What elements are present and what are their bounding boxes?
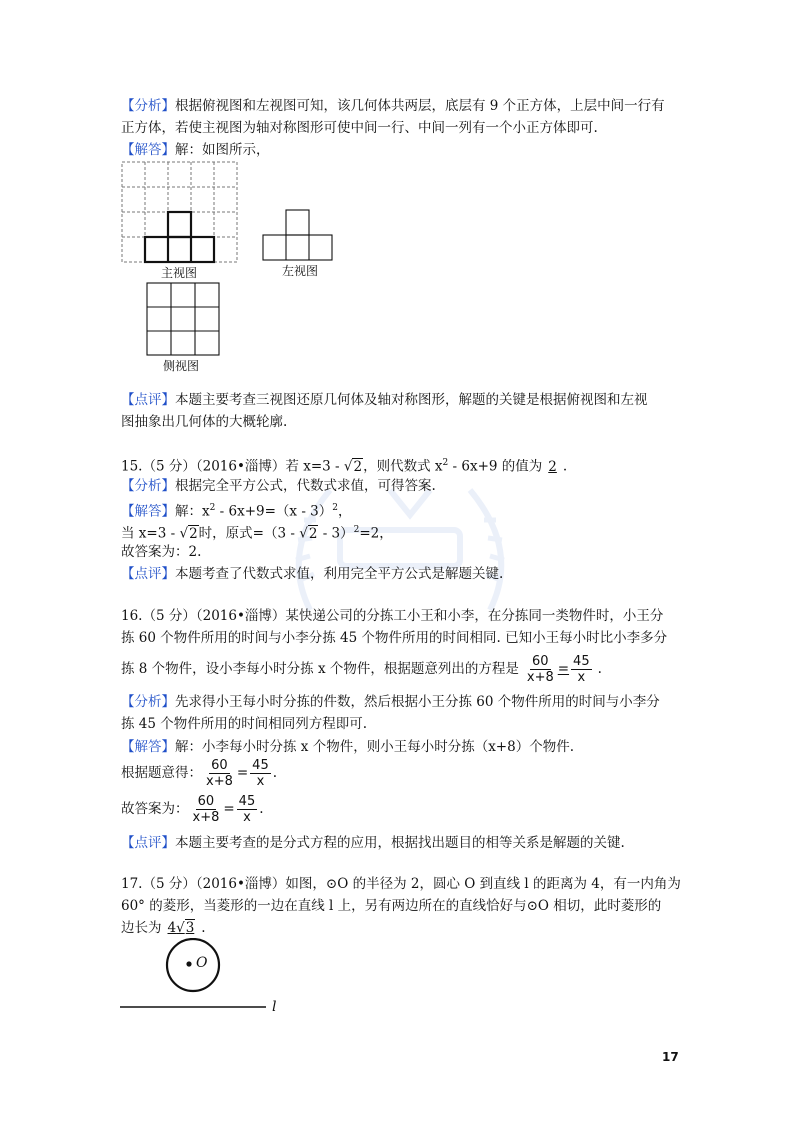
prev-analysis-line-2: 正方体，若使主视图为轴对称图形可使中间一行、中间一列有一个小正方体即可. [121,120,598,136]
side-view-label: 侧视图 [163,359,200,373]
q17-answer: 4√3 [167,920,195,936]
answer-tag: 【解答】 [121,142,175,158]
front-view-figure [120,160,240,280]
page-number: 17 [662,1050,679,1064]
line-l-label: l [272,999,277,1015]
left-view-figure [258,205,338,265]
q17-stem-2: 60° 的菱形，当菱形的一边在直线 l 上，另有两边所在的直线恰好与⊙O 相切，此时菱形的 [121,898,662,914]
q17-circle-figure [118,938,288,1018]
q15-solution-2: 当 x=3 - √2时，原式=（3 - √2 - 3）$^2$=2， [121,525,393,542]
q16-stem-3: 拣 8 个物件，设小李每小时分拣 x 个物件，根据题意列出的方程是 $\frac{60}{x+8}$ = $\frac{45}{x}$ . [121,654,602,685]
q16-answer: $\frac{60}{x+8}$ = $\frac{45}{x}$ [526,654,590,685]
q16-comment: 【点评】本题主要考查的是分式方程的应用，根据找出题目的相等关系是解题的关键. [121,835,625,851]
q16-final-answer: 故答案为： $\frac{60}{x+8}$ = $\frac{45}{x}$ . [121,794,264,825]
prev-comment-line-2: 图抽象出几何体的大概轮廓. [121,414,288,430]
q16-stem-2: 拣 60 个物件所用的时间与小李分拣 45 个物件所用的时间相同. 已知小王每小时比小李多分 [121,630,668,646]
q15-comment: 【点评】本题考查了代数式求值，利用完全平方公式是解题关键. [121,566,504,582]
q15-stem: 15.（5 分）（2016•淄博）若 x=3 - √2，则代数式 $x^2 - 6x+9$ 的值为 2 . [121,458,568,475]
sqrt-symbol: √ [343,458,353,475]
prev-comment-line-1: 【点评】本题主要考查三视图还原几何体及轴对称图形，解题的关键是根据俯视图和左视 [121,392,648,408]
side-view-figure [144,280,224,360]
q17-stem-3: 边长为 4√3 . [121,920,206,936]
prev-answer-line: 【解答】解：如图所示， [121,142,270,158]
prev-analysis-line-1: 【分析】根据俯视图和左视图可知，该几何体共两层，底层有 9 个正方体，上层中间一行有 [121,98,665,114]
center-point [186,961,191,966]
q16-analysis-2: 拣 45 个物件所用的时间相同列方程即可. [121,716,368,732]
analysis-tag: 【分析】 [121,98,175,114]
q15-solution-1: 【解答】解：$x^2 - 6x+9=(x - 3)^2$， [121,503,352,520]
q16-stem-1: 16.（5 分）（2016•淄博）某快递公司的分拣工小王和小李，在分拣同一类物件时，小王分 [121,608,664,624]
q17-stem-1: 17.（5 分）（2016•淄博）如图，⊙O 的半径为 2，圆心 O 到直线 l 的距离为 4，有一内角为 [121,876,681,892]
front-view-label: 主视图 [161,266,198,280]
q16-solution: 【解答】解：小李每小时分拣 x 个物件，则小王每小时分拣（x+8）个物件. [121,739,575,755]
comment-tag: 【点评】 [121,392,175,408]
point-o-label: O [196,955,208,971]
circle-o [167,939,219,991]
q15-solution-3: 故答案为：2. [121,544,202,560]
q16-analysis-1: 【分析】先求得小王每小时分拣的件数，然后根据小王分拣 60 个物件所用的时间与小李分 [121,694,660,710]
q15-answer: 2 [548,458,557,475]
left-view-label: 左视图 [282,264,319,278]
q16-equation: 根据题意得： $\frac{60}{x+8}$ = $\frac{45}{x}$ . [121,758,278,789]
q15-analysis: 【分析】根据完全平方公式，代数式求值，可得答案. [121,478,436,494]
